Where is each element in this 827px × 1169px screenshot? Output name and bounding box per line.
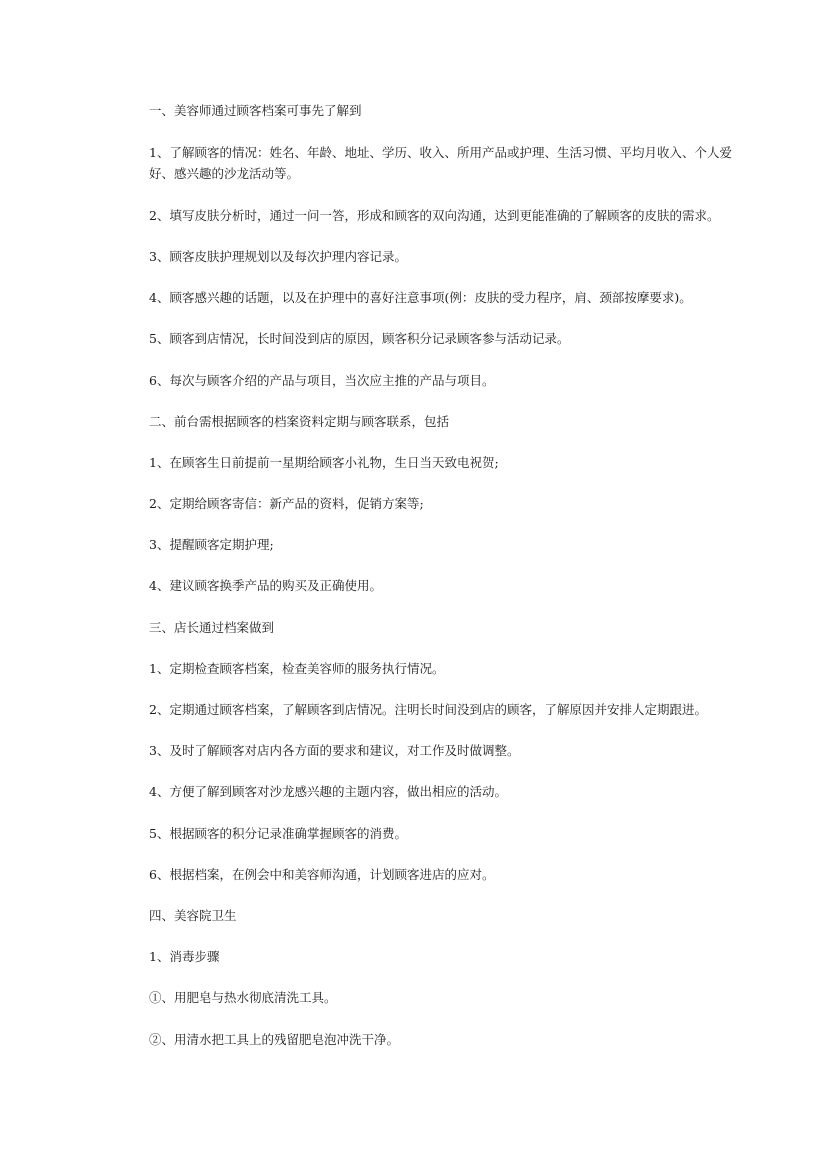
paragraph: ②、用清水把工具上的残留肥皂泡冲洗干净。	[149, 1032, 400, 1047]
section-heading: 三、店长通过档案做到	[149, 620, 275, 635]
paragraph: 5、顾客到店情况，长时间没到店的原因，顾客积分记录顾客参与活动记录。	[149, 331, 570, 346]
paragraph: 1、了解顾客的情况：姓名、年龄、地址、学历、收入、所用产品或护理、生活习惯、平均月收入、个人爱好、感兴趣的沙龙活动等。	[149, 145, 732, 181]
paragraph: 3、及时了解顾客对店内各方面的要求和建议，对工作及时做调整。	[149, 743, 520, 758]
section-heading: 一、美容师通过顾客档案可事先了解到	[149, 103, 362, 118]
paragraph: 6、根据档案，在例会中和美容师沟通，计划顾客进店的应对。	[149, 867, 495, 882]
paragraph: 2、定期通过顾客档案，了解顾客到店情况。注明长时间没到店的顾客，了解原因并安排人定期跟进。	[149, 702, 707, 717]
section-heading: 四、美容院卫生	[149, 908, 237, 923]
paragraph: ①、用肥皂与热水彻底清洗工具。	[149, 990, 337, 1005]
paragraph: 1、消毒步骤	[149, 949, 220, 964]
paragraph: 1、在顾客生日前提前一星期给顾客小礼物，生日当天致电祝贺;	[149, 455, 499, 470]
paragraph: 4、方便了解到顾客对沙龙感兴趣的主题内容，做出相应的活动。	[149, 784, 507, 799]
section-heading: 二、前台需根据顾客的档案资料定期与顾客联系，包括	[149, 414, 450, 429]
paragraph: 5、根据顾客的积分记录准确掌握顾客的消费。	[149, 826, 407, 841]
paragraph: 4、建议顾客换季产品的购买及正确使用。	[149, 578, 382, 593]
paragraph: 3、提醒顾客定期护理;	[149, 537, 274, 552]
paragraph: 1、定期检查顾客档案，检查美容师的服务执行情况。	[149, 661, 445, 676]
paragraph: 2、填写皮肤分析时，通过一问一答，形成和顾客的双向沟通，达到更能准确的了解顾客的皮肤的需求。	[149, 208, 720, 223]
paragraph: 4、顾客感兴趣的话题，以及在护理中的喜好注意事项(例：皮肤的受力程序，肩、颈部按摩要求)。	[149, 290, 692, 305]
paragraph: 6、每次与顾客介绍的产品与项目，当次应主推的产品与项目。	[149, 373, 495, 388]
paragraph: 3、顾客皮肤护理规划以及每次护理内容记录。	[149, 249, 407, 264]
paragraph: 2、定期给顾客寄信：新产品的资料，促销方案等;	[149, 496, 424, 511]
